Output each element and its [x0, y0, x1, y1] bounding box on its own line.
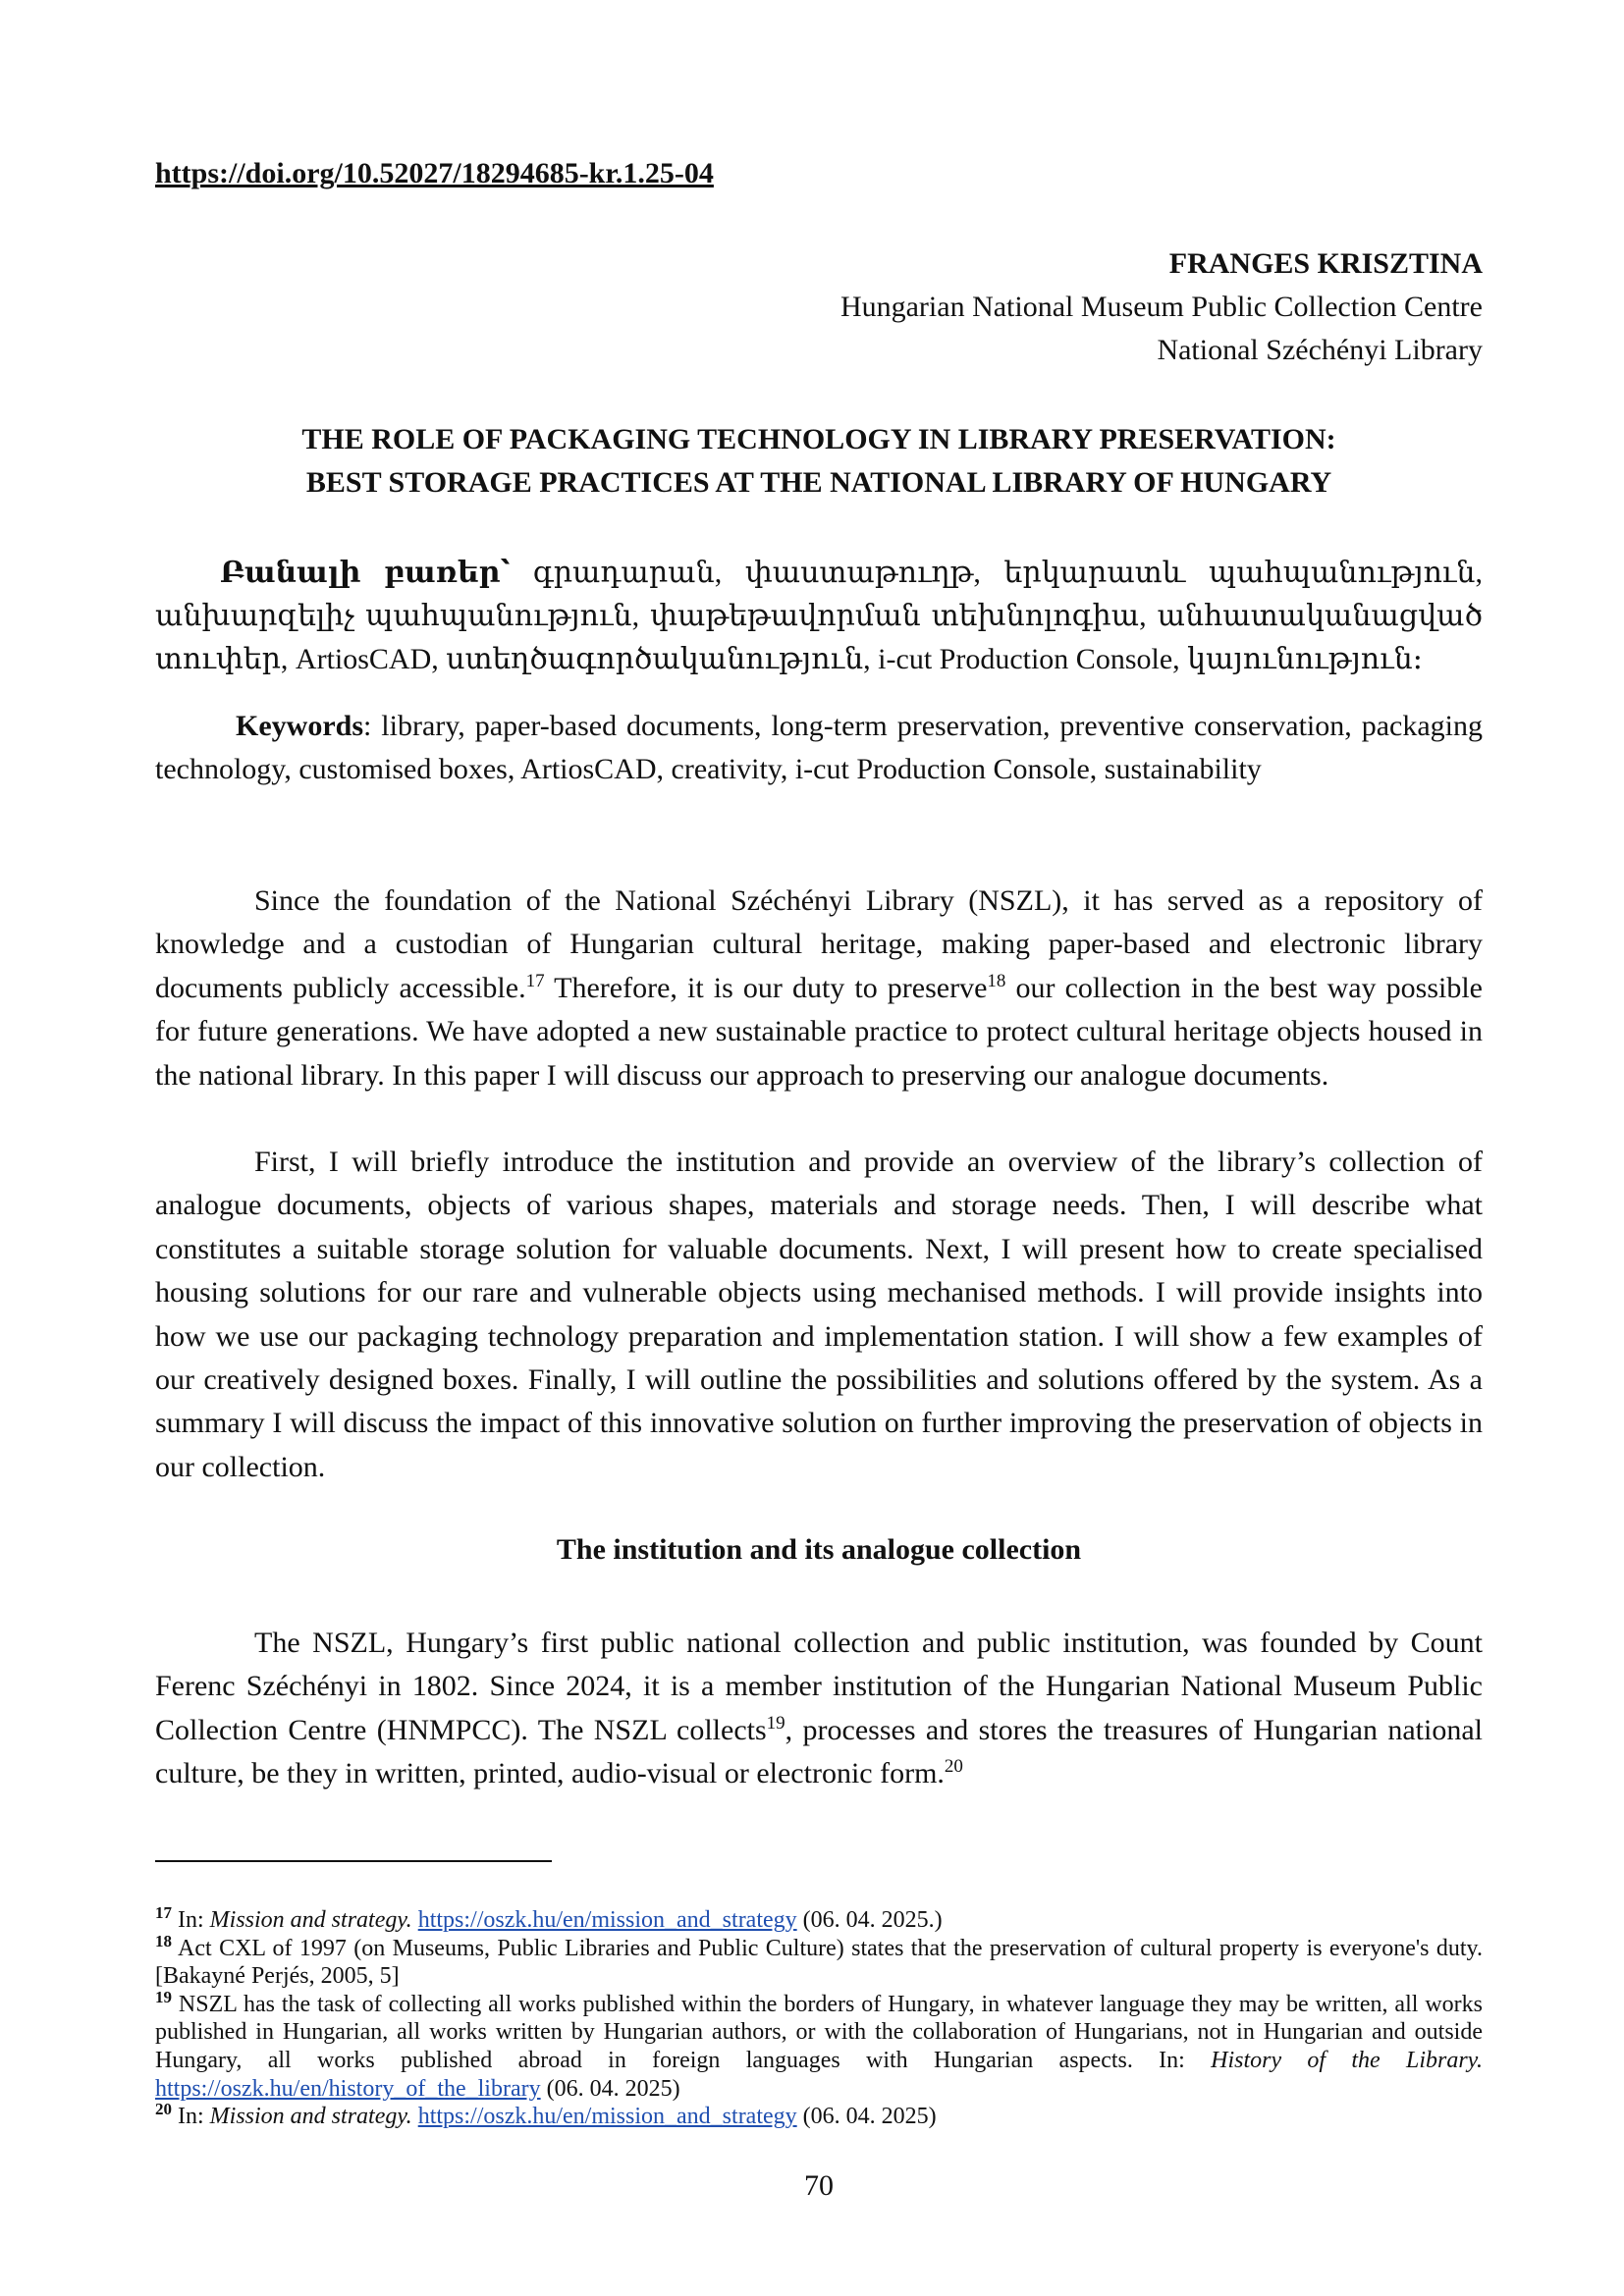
title-line-2: BEST STORAGE PRACTICES AT THE NATIONAL LIBRARY OF HUNGARY [305, 466, 1332, 499]
footnote-link[interactable]: https://oszk.hu/en/mission_and_strategy [417, 2104, 797, 2130]
author-name: FRANGES KRISZTINA [1168, 247, 1483, 280]
footnote-divider [155, 1860, 552, 1862]
footnote-19 [155, 1987, 1484, 2103]
page-number: 70 [804, 2169, 834, 2202]
paragraph-1-text-b: Therefore, it is our duty to preserve [544, 971, 988, 1004]
paragraph-2 [155, 1141, 1483, 1489]
footnote-text: Act CXL of 1997 (on Museums, Public Libraries and Public Culture) states that the preservation of cultural property is everyone's duty. [Bakayné Perjés, 2005, 5] [155, 1935, 1483, 1990]
footnote-italic: Mission and strategy. [209, 1907, 412, 1933]
keywords-english-label: Keywords [236, 710, 363, 742]
footnote-number: 18 [155, 1931, 172, 1950]
footnotes [155, 1903, 1484, 2131]
paragraph-2-text: First, I will briefly introduce the institution and provide an overview of the library’s collection of analogue documents, objects of various shapes, materials and storage needs. Then, I will describe what constitutes a suitable storage solution for valuable documents. Next, I will present how to create specialised housing solutions for our rare and vulnerable objects using mechanised methods. I will provide insights into how we use our packaging technology preparation and implementation station. I will show a few examples of our creatively designed boxes. Finally, I will outline the possibilities and solutions offered by the system. As a summary I will discuss the impact of this innovative solution on further improving the preservation of objects in our collection. [155, 1146, 1483, 1483]
footnote-ref-18[interactable]: 18 [987, 970, 1006, 991]
footnote-18 [155, 1931, 1483, 1991]
paragraph-3-text-a: The NSZL, Hungary’s first public national collection and public institution, was founded by Count Ferenc Széchényi in 1802. Since 2024, it is a member institution of the Hungarian National Museum Public Collection Centre (HNMPCC). The NSZL collects [155, 1627, 1483, 1746]
paper-page [155, 0, 1483, 2296]
paragraph-3-text-b: , processes and stores the treasures of Hungarian national culture, be they in written, printed, audio-visual or electronic form. [155, 1713, 1484, 1790]
footnote-text: NSZL has the task of collecting all works published within the borders of Hungary, in whatever language they may be written, all works published in Hungarian, all works written by Hungarian authors, or with the collaboration of Hungarians, not in Hungarian and outside Hungary, all works published abroad in foreign languages with Hungarian aspects. In: [155, 1991, 1483, 2073]
footnote-italic: History of the Library. [1211, 2047, 1484, 2073]
footnote-date: (06. 04. 2025) [540, 2075, 680, 2102]
footnote-number: 20 [155, 2100, 172, 2119]
keywords-armenian [155, 552, 1483, 681]
keywords-armenian-text: գրադարան, փաստաթուղթ, երկարատև պահպանություն, անխարզելիչ պահպանություն, փաթեթավորման տեխնոլոգիա, անհատականացված տուփեր, ArtiosCAD, ստեղծագործականություն, i-cut Production Console, կայունություն։ [155, 557, 1484, 675]
section-heading: The institution and its analogue collection [556, 1533, 1082, 1566]
keywords-english-text: : library, paper-based documents, long-term preservation, preventive conservation, packaging technology, customised boxes, ArtiosCAD, creativity, i-cut Production Console, sustainability [155, 710, 1483, 785]
footnote-ref-17[interactable]: 17 [525, 970, 545, 991]
footnote-number: 17 [155, 1903, 172, 1922]
footnote-italic: Mission and strategy. [209, 2104, 412, 2130]
footnote-ref-20[interactable]: 20 [944, 1756, 963, 1778]
footnote-ref-19[interactable]: 19 [766, 1712, 785, 1734]
paper-title [155, 418, 1483, 505]
author-affiliation-2: National Széchényi Library [1157, 334, 1483, 366]
paragraph-1 [155, 880, 1483, 1097]
paragraph-1-text-c: our collection in the best way possible for future generations. We have adopted a new sustainable practice to protect cultural heritage objects housed in the national library. In this paper I will discuss our approach to preserving our analogue documents. [155, 971, 1483, 1092]
paragraph-1-text-a: Since the foundation of the National Széchényi Library (NSZL), it has served as a repository of knowledge and a custodian of Hungarian cultural heritage, making paper-based and electronic library documents publicly accessible. [155, 884, 1483, 1004]
paragraph-3 [155, 1622, 1483, 1796]
author-block [840, 242, 1483, 372]
keywords-armenian-label: Բանալի բառեր՝ [220, 557, 511, 589]
footnote-link[interactable]: https://oszk.hu/en/mission_and_strategy [417, 1907, 797, 1933]
footnote-17 [155, 1903, 1483, 1935]
footnote-number: 19 [155, 1987, 172, 2006]
footnote-date: (06. 04. 2025.) [796, 1907, 943, 1933]
footnote-date: (06. 04. 2025) [796, 2104, 937, 2130]
footnote-link[interactable]: https://oszk.hu/en/history_of_the_library [155, 2075, 541, 2102]
title-line-1: THE ROLE OF PACKAGING TECHNOLOGY IN LIBRARY PRESERVATION: [301, 423, 1336, 455]
footnote-text: In: [172, 2104, 210, 2130]
footnote-text: In: [172, 1907, 210, 1933]
footnote-20 [155, 2100, 1483, 2131]
author-affiliation-1: Hungarian National Museum Public Collection Centre [839, 291, 1483, 323]
doi-link[interactable]: https://doi.org/10.52027/18294685-kr.1.25-04 [155, 157, 714, 189]
keywords-english [155, 705, 1483, 791]
